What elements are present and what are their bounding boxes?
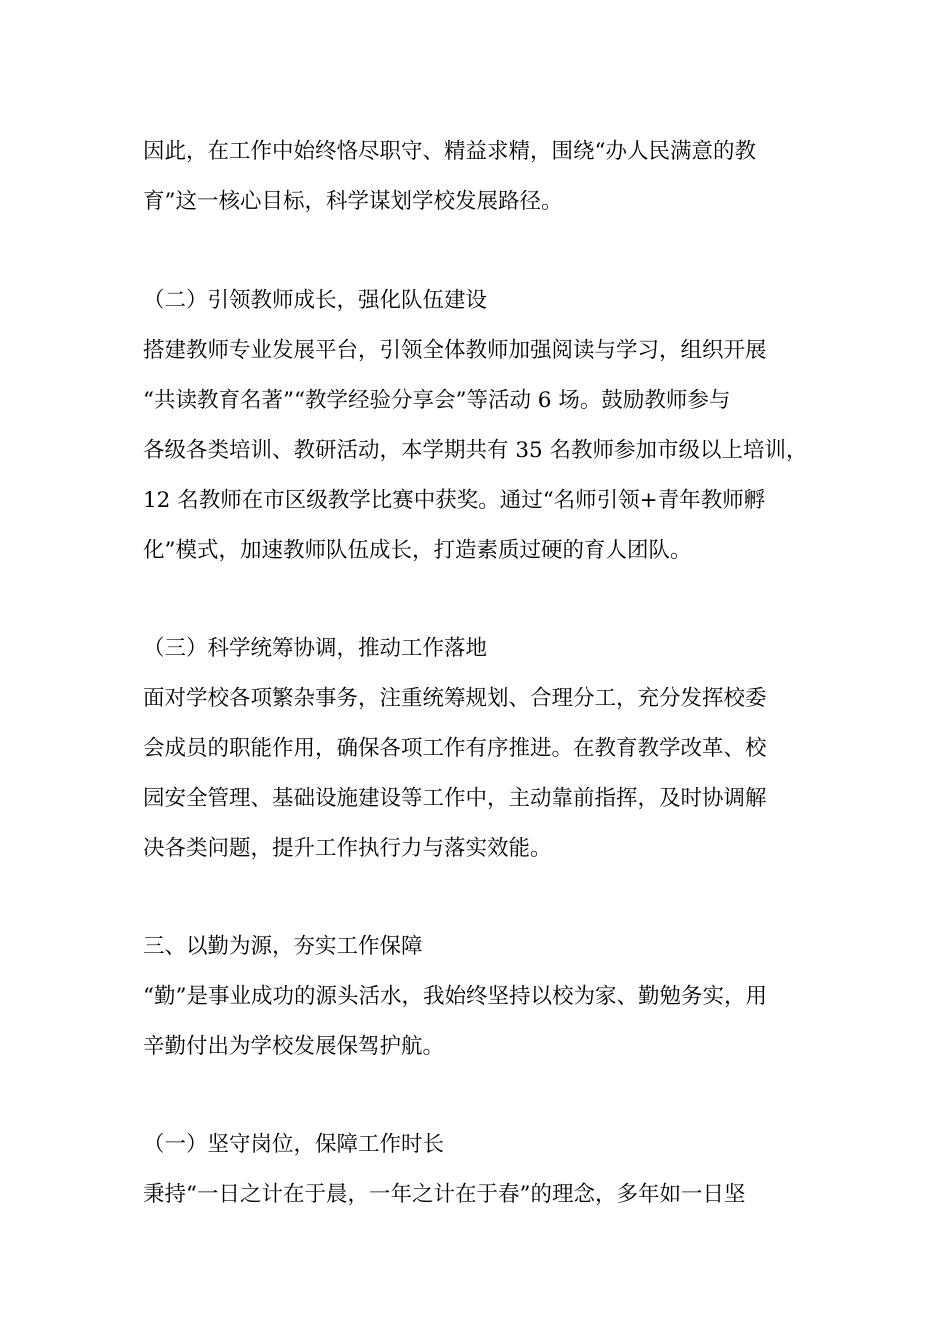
section-heading: （二）引领教师成长，强化队伍建设 [143,288,488,313]
paragraph-line: 各级各类培训、教研活动，本学期共有 35 名教师参加市级以上培训， [143,438,808,463]
paragraph-line: 化”模式，加速教师队伍成长，打造素质过硬的育人团队。 [143,538,692,563]
section-heading: （一）坚守岗位，保障工作时长 [143,1132,445,1157]
paragraph-line: 面对学校各项繁杂事务，注重统筹规划、合理分工，充分发挥校委 [143,686,767,711]
paragraph-line: 会成员的职能作用，确保各项工作有序推进。在教育教学改革、校 [143,736,767,761]
paragraph-line: 搭建教师专业发展平台，引领全体教师加强阅读与学习，组织开展 [143,338,767,363]
paragraph-line: “共读教育名著”“教学经验分享会”等活动 6 场。鼓励教师参与 [143,388,731,413]
paragraph-line: 秉持“一日之计在于晨，一年之计在于春”的理念，多年如一日坚 [143,1182,746,1207]
paragraph-line: “勤”是事业成功的源头活水，我始终坚持以校为家、勤勉务实，用 [143,984,767,1009]
paragraph-line: 园安全管理、基础设施建设等工作中，主动靠前指挥，及时协调解 [143,786,767,811]
paragraph-line: 12 名教师在市区级教学比赛中获奖。通过“名师引领+青年教师孵 [143,488,766,513]
paragraph-line: 辛勤付出为学校发展保驾护航。 [143,1034,445,1059]
paragraph-line: 决各类问题，提升工作执行力与落实效能。 [143,836,552,861]
chapter-heading: 三、以勤为源，夯实工作保障 [143,934,423,959]
paragraph-line: 育”这一核心目标，科学谋划学校发展路径。 [143,189,563,214]
paragraph-line: 因此，在工作中始终恪尽职守、精益求精，围绕“办人民满意的教 [143,139,756,164]
section-heading: （三）科学统筹协调，推动工作落地 [143,636,488,661]
